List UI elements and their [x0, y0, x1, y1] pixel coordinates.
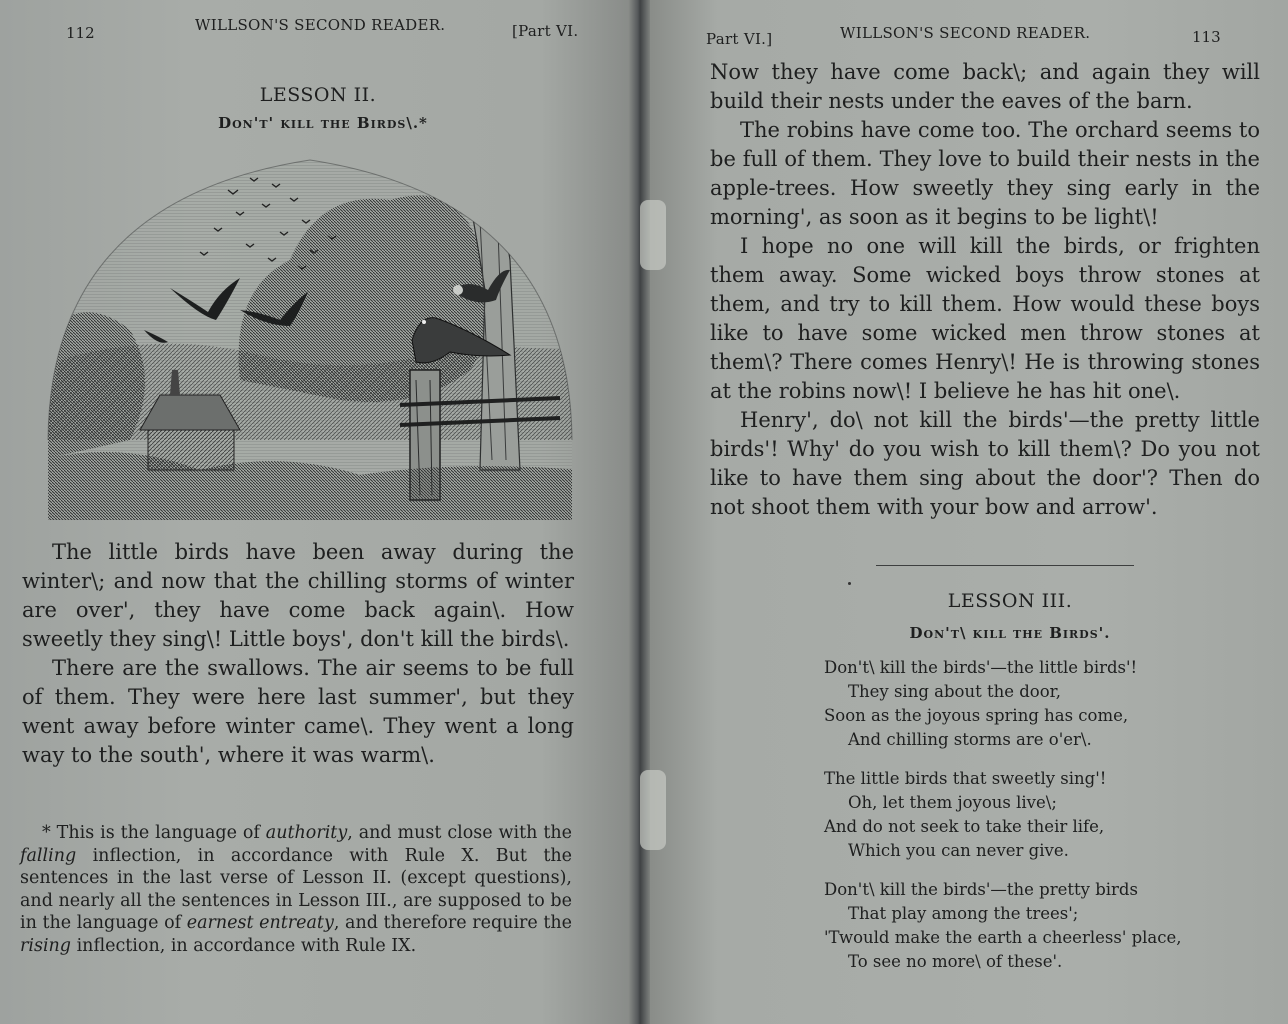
lesson-2-subtitle: Don't' kill the Birds\.* — [218, 114, 428, 132]
footnote-text: inflection, in accordance with Rule X. But the sentences in the last verse of Lesson II. (except questions), and nearly all the sentences in Lesson III., are supposed to be in the language of — [20, 845, 572, 933]
page-speck — [848, 582, 851, 585]
verse-line: That play among the trees'; — [848, 904, 1079, 923]
page-tear — [640, 200, 666, 270]
book-gutter — [628, 0, 650, 1024]
footnote-text: , and must close with the — [347, 823, 572, 843]
paragraph: The little birds have been away during the winter\; and now that the chilling storms of winter are over', they have come back again\. How sweetly they sing\! Little boys', don't kill the birds\. — [22, 540, 574, 651]
verse-line: And chilling storms are o'er\. — [848, 730, 1092, 749]
stanza — [824, 767, 1244, 863]
footnote-emphasis: rising — [20, 935, 72, 956]
footnote-emphasis: authority — [265, 823, 348, 843]
footnote — [20, 822, 572, 957]
verse-line: The little birds that sweetly sing'! — [824, 769, 1107, 788]
verse-line: To see no more\ of these'. — [848, 952, 1063, 971]
left-running-head: WILLSON'S SECOND READER. — [195, 16, 446, 34]
verse-line: Soon as the joyous spring has come, — [824, 706, 1129, 725]
verse-line: 'Twould make the earth a cheerless' place, — [824, 928, 1182, 947]
right-page-number: 113 — [1192, 28, 1221, 46]
footnote-text: inflection, in accordance with Rule IX. — [71, 935, 417, 956]
engraving-birds-landscape — [40, 140, 580, 520]
verse-line: Don't\ kill the birds'—the little birds'! — [824, 658, 1138, 677]
paragraph: Now they have come back\; and again they will build their nests under the eaves of the barn. — [710, 60, 1260, 113]
left-body-text — [22, 538, 574, 770]
stanza — [824, 656, 1244, 752]
paragraph: Henry', do\ not kill the birds'—the pretty little birds'! Why' do you wish to kill them\? Do you not like to have them sing about the door'? Then do not shoot them with your bow and arrow'. — [710, 408, 1260, 519]
paragraph: I hope no one will kill the birds, or frighten them away. Some wicked boys throw stones at them, and try to kill them. How would these boys like to have some wicked men throw stones at them\? There comes Henry\! He is throwing stones at the robins now\! I believe he has hit one\. — [710, 234, 1260, 403]
paragraph: There are the swallows. The air seems to be full of them. They were here last summer', but they went away before winter came\. They went a long way to the south', where it was warm\. — [22, 656, 574, 767]
section-divider — [876, 565, 1134, 566]
left-page-number: 112 — [66, 24, 95, 42]
left-part-label: [Part VI. — [512, 22, 579, 40]
footnote-emphasis: earnest entreaty — [186, 913, 334, 933]
lesson-2-title: LESSON II. — [259, 84, 377, 106]
lesson-3-title: LESSON III. — [947, 590, 1073, 612]
verse-line: Which you can never give. — [848, 841, 1069, 860]
verse-line: Oh, let them joyous live\; — [848, 793, 1057, 812]
verse-line: Don't\ kill the birds'—the pretty birds — [824, 880, 1138, 899]
verse-line: And do not seek to take their life, — [824, 817, 1105, 836]
right-running-head: WILLSON'S SECOND READER. — [840, 24, 1091, 42]
lesson-3-poem — [824, 656, 1244, 989]
left-page — [0, 0, 636, 1024]
stanza — [824, 878, 1244, 974]
paragraph: The robins have come too. The orchard seems to be full of them. They love to build their nests in the apple-trees. How sweetly they sing early in the morning', as soon as it begins to be light\! — [710, 118, 1260, 229]
footnote-text: * This is the language of — [42, 823, 266, 843]
footnote-emphasis: falling — [20, 845, 77, 866]
right-body-text — [710, 58, 1260, 522]
right-part-label: Part VI.] — [706, 30, 773, 48]
lesson-3-subtitle: Don't\ kill the Birds'. — [909, 624, 1111, 642]
page-tear — [640, 770, 666, 850]
right-page — [640, 0, 1288, 1024]
footnote-text: , and therefore require the — [333, 913, 573, 933]
verse-line: They sing about the door, — [848, 682, 1061, 701]
